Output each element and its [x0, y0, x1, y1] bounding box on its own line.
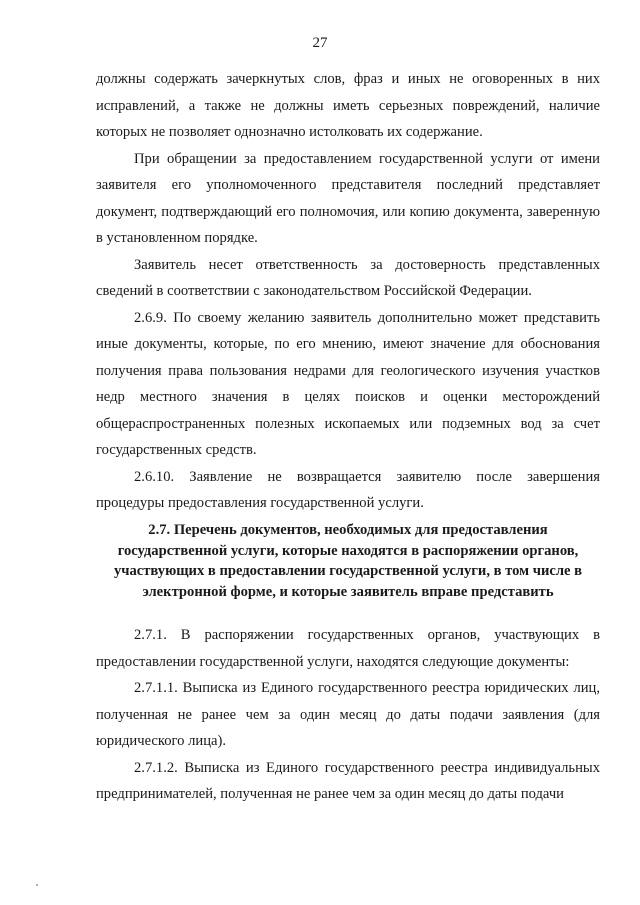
paragraph: 2.6.10. Заявление не возвращается заявителю после завершения процедуры предоставления государственной услуги. [96, 468, 600, 511]
body-text-top [96, 66, 600, 517]
paragraph: 2.7.1.2. Выписка из Единого государственного реестра индивидуальных предпринимателей, полученная не ранее чем за один месяц до даты подачи [96, 759, 600, 802]
page-number: 27 [312, 35, 328, 51]
paragraph: должны содержать зачеркнутых слов, фраз и иных не оговоренных в них исправлений, а также не должны иметь серьезных повреждений, наличие которых не позволяет однозначно истолковать их содержание. [96, 71, 600, 140]
paragraph: При обращении за предоставлением государственной услуги от имени заявителя его уполномоченного представителя последний представляет документ, подтверждающий его полномочия, или копию документа, заверенную в установленном порядке. [96, 150, 600, 246]
scan-speck [36, 884, 38, 886]
paragraph: Заявитель несет ответственность за достоверность представленных сведений в соответствии с законодательством Российской Федерации. [96, 256, 600, 299]
section-heading: 2.7. Перечень документов, необходимых для предоставления государственной услуги, которые находятся в распоряжении органов, участвующих в предоставлении государственной услуги, в том числе в электронной форме, и которые заявитель вправе представить [113, 522, 583, 600]
paragraph: 2.7.1. В распоряжении государственных органов, участвующих в предоставлении государственной услуги, находятся следующие документы: [96, 627, 600, 670]
body-text-bottom [96, 622, 600, 808]
paragraph: 2.6.9. По своему желанию заявитель дополнительно может представить иные документы, которые, по его мнению, имеют значение для обоснования получения права пользования недрами для геологического изучения участков недр местного значения в целях поисков и оценки месторождений общераспространенных полезных ископаемых или подземных вод за счет государственных средств. [96, 309, 600, 458]
paragraph: 2.7.1.1. Выписка из Единого государственного реестра юридических лиц, полученная не ранее чем за один месяц до даты подачи заявления (для юридического лица). [96, 680, 600, 749]
